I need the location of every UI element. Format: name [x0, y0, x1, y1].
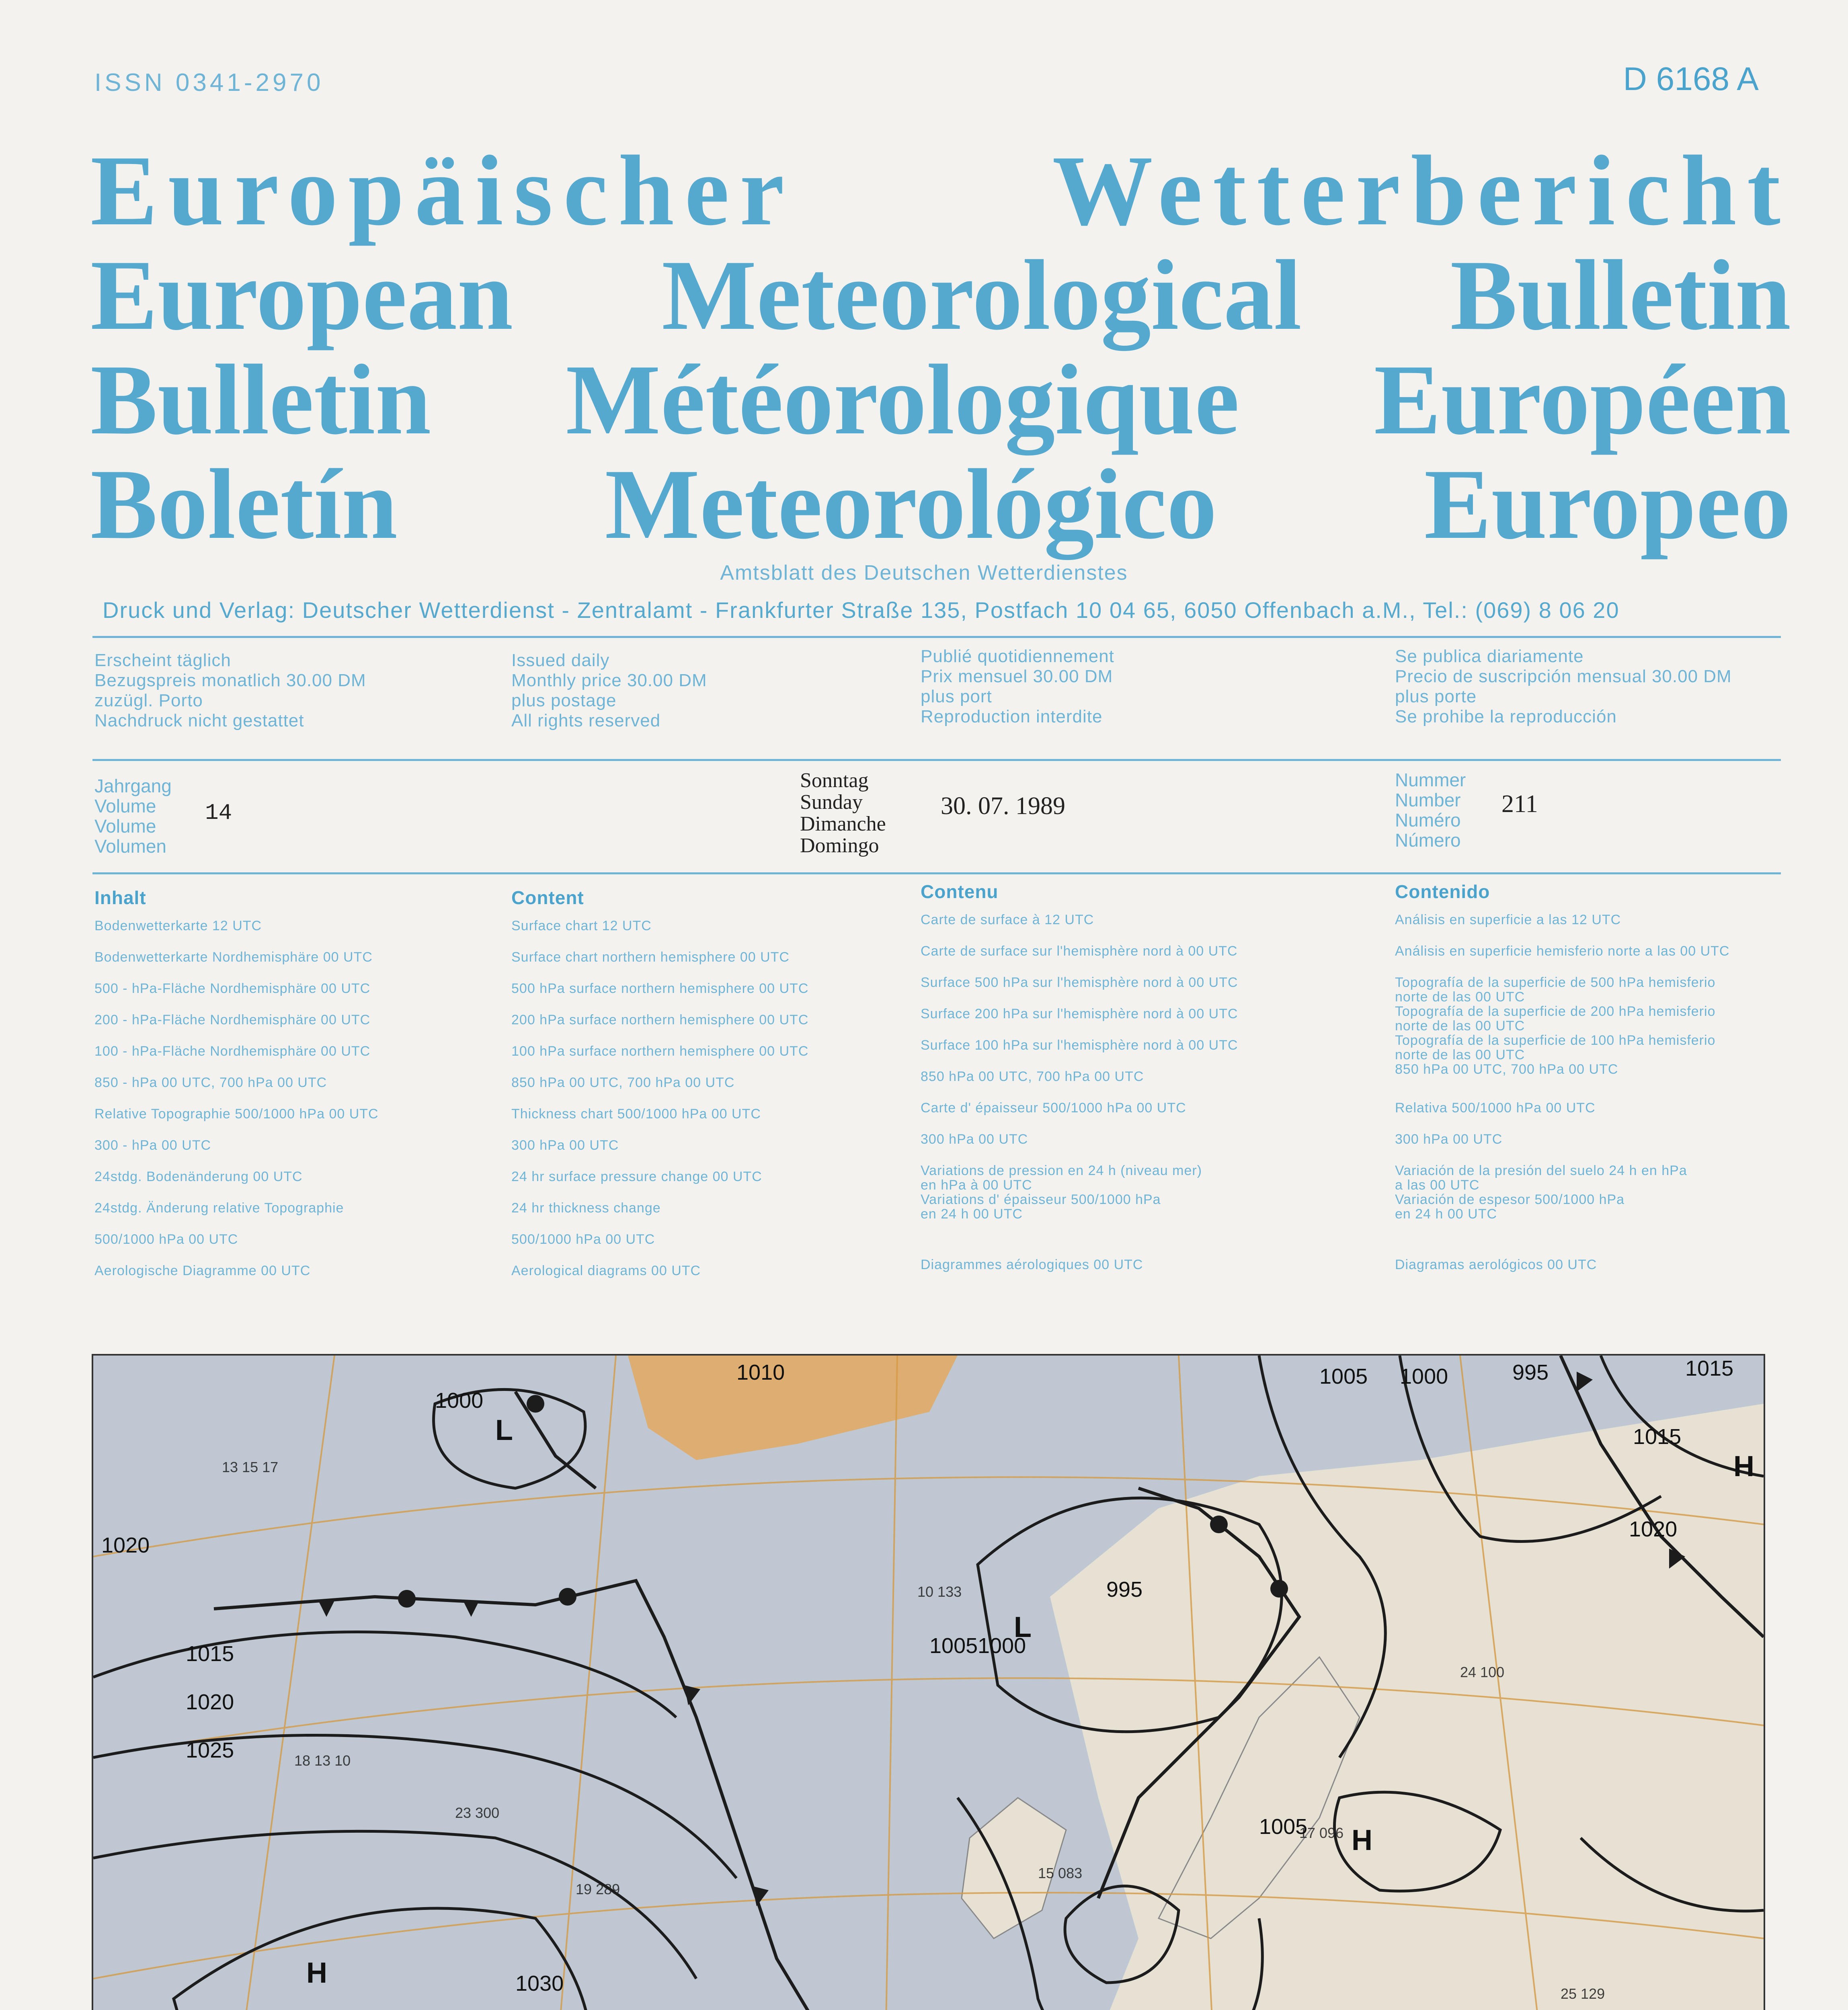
contents-heading: Contenu — [921, 881, 999, 902]
weekday-label: Sunday — [800, 791, 863, 814]
pub-line: Se publica diariamente — [1395, 646, 1584, 666]
contents-item: Carte de surface sur l'hemisphère nord à 00 UTC — [921, 943, 1238, 959]
number-label: Numéro — [1395, 810, 1461, 831]
isobar-value-label: 1000 — [1400, 1364, 1448, 1389]
contents-item: 500 hPa surface northern hemisphere 00 UTC — [511, 981, 809, 996]
pub-line: Precio de suscripción mensual 30.00 DM — [1395, 667, 1732, 686]
contents-item: 200 - hPa-Fläche Nordhemisphäre 00 UTC — [94, 1012, 371, 1028]
title-word: Europäischer — [90, 135, 795, 246]
contents-de — [94, 887, 379, 1295]
station-value: 13 15 17 — [222, 1459, 279, 1475]
volume-label: Volume — [94, 816, 156, 837]
number-label: Number — [1395, 790, 1461, 810]
contents-item: 500 - hPa-Fläche Nordhemisphäre 00 UTC — [94, 981, 371, 996]
contents-heading: Contenido — [1395, 881, 1490, 902]
contents-item: Carte d' épaisseur 500/1000 hPa 00 UTC — [921, 1100, 1186, 1116]
divider — [92, 636, 1781, 638]
contents-fr — [921, 881, 1238, 1289]
pub-line: Publié quotidiennement — [921, 646, 1114, 666]
pub-line: Prix mensuel 30.00 DM — [921, 667, 1113, 686]
title-word: Météorologique — [566, 344, 1239, 455]
title-word: Bulletin — [90, 344, 431, 455]
volume-label: Volumen — [94, 836, 167, 857]
station-value: 18 13 10 — [294, 1752, 351, 1769]
volume-label: Jahrgang — [94, 775, 172, 796]
divider — [92, 759, 1781, 761]
volume-labels — [94, 776, 172, 856]
high-pressure-center: H — [1352, 1824, 1372, 1856]
contents-item: Variations de pression en 24 h (niveau mer) en hPa à 00 UTC Variations d' épaisseur 500/1000 hPa en 24 h 00 UTC — [921, 1163, 1202, 1222]
contents-item: Surface chart northern hemisphere 00 UTC — [511, 950, 790, 965]
contents-item: Diagramas aerológicos 00 UTC — [1395, 1257, 1597, 1272]
warm-front-semicircle — [398, 1590, 416, 1608]
contents-item: Surface 500 hPa sur l'hemisphère nord à 00 UTC — [921, 975, 1238, 990]
weekday-labels — [800, 770, 886, 857]
title-word: Europeo — [1424, 449, 1791, 560]
publication-info-en — [511, 650, 707, 731]
warm-front-semicircle — [1210, 1516, 1228, 1533]
isobar-value-label: 995 — [1106, 1577, 1143, 1602]
isobar-value-label: 1000 — [435, 1389, 484, 1413]
divider — [92, 872, 1781, 874]
title-spanish — [90, 449, 1791, 560]
isobar-value-label: 1000 — [978, 1634, 1026, 1658]
contents-item: Thickness chart 500/1000 hPa 00 UTC — [511, 1106, 761, 1122]
high-pressure-center: H — [306, 1957, 327, 1989]
pub-line: All rights reserved — [511, 711, 661, 730]
contents-item: 200 hPa surface northern hemisphere 00 UTC — [511, 1012, 809, 1028]
publication-info-de — [94, 650, 366, 731]
isobar-value-label: 1020 — [1629, 1517, 1678, 1541]
low-pressure-center: L — [1014, 1611, 1032, 1643]
warm-front-semicircle — [559, 1588, 576, 1606]
contents-heading: Content — [511, 887, 584, 908]
title-french — [90, 344, 1791, 455]
isobar-value-label: 1020 — [101, 1533, 150, 1557]
station-value: 25 129 — [1561, 1985, 1605, 2002]
isobar-value-label: 1015 — [1633, 1425, 1682, 1449]
contents-item: 500/1000 hPa 00 UTC — [94, 1232, 238, 1247]
contents-en — [511, 887, 809, 1295]
contents-item: Variación de la presión del suelo 24 h en hPa a las 00 UTC Variación de espesor 500/1000 hPa en 24 h 00 UTC — [1395, 1163, 1687, 1222]
document-number: D 6168 A — [1623, 61, 1759, 97]
station-value: 17 096 — [1299, 1825, 1344, 1841]
contents-item: 24stdg. Bodenänderung 00 UTC — [94, 1169, 303, 1184]
station-value: 10 133 — [917, 1583, 962, 1600]
contents-item: 100 - hPa-Fläche Nordhemisphäre 00 UTC — [94, 1044, 371, 1059]
contents-item: Análisis en superficie a las 12 UTC — [1395, 912, 1621, 927]
weather-map-svg — [93, 1356, 1764, 2010]
contents-item: Topografía de la superficie de 500 hPa hemisferio norte de las 00 UTC Topografía de la superficie de 200 hPa hemisferio norte de las 00 UTC Topografía de la superficie de 100 hPa hemisferio norte de las 00 UTC 850 hPa 00 UTC, 700 hPa 00 UTC — [1395, 975, 1716, 1077]
title-english — [90, 240, 1791, 351]
number-label: Número — [1395, 830, 1461, 851]
isobar-value-label: 1025 — [186, 1738, 234, 1762]
pub-line: Issued daily — [511, 650, 610, 670]
volume-value: 14 — [205, 800, 232, 826]
contents-item: 100 hPa surface northern hemisphere 00 UTC — [511, 1044, 809, 1059]
station-value: 24 100 — [1460, 1664, 1505, 1680]
title-german — [90, 135, 1791, 246]
weekday-label: Dimanche — [800, 812, 886, 835]
warm-front-semicircle — [527, 1395, 544, 1413]
title-word: Bulletin — [1450, 240, 1791, 351]
contents-item: 24 hr surface pressure change 00 UTC — [511, 1169, 762, 1184]
title-word: European — [90, 240, 513, 351]
title-word: Meteorological — [661, 240, 1302, 351]
pub-line: Se prohibe la reproducción — [1395, 707, 1617, 726]
title-word: Wetterbericht — [1052, 135, 1791, 246]
publisher-line: Druck und Verlag: Deutscher Wetterdienst - Zentralamt - Frankfurter Straße 135, Postfach 10 04 65, 6050 Offenbach a.M., Tel.: (069) 8 06 20 — [103, 597, 1620, 623]
isobar-value-label: 1020 — [186, 1690, 234, 1714]
contents-item: Bodenwetterkarte Nordhemisphäre 00 UTC — [94, 950, 373, 965]
publication-info-es — [1395, 646, 1732, 727]
pub-line: Nachdruck nicht gestattet — [94, 711, 304, 730]
station-value: 15 083 — [1038, 1865, 1083, 1881]
contents-item: Diagrammes aérologiques 00 UTC — [921, 1257, 1143, 1272]
number-labels — [1395, 770, 1466, 850]
isobar-value-label: 1015 — [186, 1642, 234, 1666]
contents-item: Relative Topographie 500/1000 hPa 00 UTC — [94, 1106, 379, 1122]
contents-item: Surface 100 hPa sur l'hemisphère nord à 00 UTC — [921, 1038, 1238, 1053]
low-pressure-center: L — [495, 1414, 513, 1446]
pub-line: zuzügl. Porto — [94, 691, 203, 710]
isobar-value-label: 1005 — [929, 1634, 978, 1658]
title-word: Meteorológico — [605, 449, 1217, 560]
weekday-label: Sonntag — [800, 769, 869, 792]
contents-item: 24stdg. Änderung relative Topographie — [94, 1200, 344, 1216]
isobar-value-label: 1010 — [736, 1360, 785, 1384]
contents-item: 300 - hPa 00 UTC — [94, 1138, 211, 1153]
pub-line: Reproduction interdite — [921, 707, 1103, 726]
pub-line: Monthly price 30.00 DM — [511, 671, 707, 690]
official-gazette-line: Amtsblatt des Deutschen Wetterdienstes — [720, 561, 1128, 585]
issue-date: 30. 07. 1989 — [941, 792, 1065, 820]
contents-item: 300 hPa 00 UTC — [1395, 1132, 1503, 1147]
isobar-value-label: 1030 — [515, 1971, 564, 1996]
contents-item: Surface chart 12 UTC — [511, 918, 652, 933]
contents-item: 850 - hPa 00 UTC, 700 hPa 00 UTC — [94, 1075, 327, 1090]
contents-item: Carte de surface à 12 UTC — [921, 912, 1094, 927]
contents-item: Surface 200 hPa sur l'hemisphère nord à 00 UTC — [921, 1006, 1238, 1021]
pub-line: plus postage — [511, 691, 617, 710]
pub-line: plus porte — [1395, 687, 1477, 706]
isobar-value-label: 1015 — [1685, 1356, 1734, 1380]
pub-line: Bezugspreis monatlich 30.00 DM — [94, 671, 366, 690]
issn-label: ISSN 0341-2970 — [94, 69, 324, 96]
contents-heading: Inhalt — [94, 887, 146, 908]
station-value: 23 300 — [455, 1805, 500, 1821]
contents-item: 850 hPa 00 UTC, 700 hPa 00 UTC — [511, 1075, 735, 1090]
issue-number: 211 — [1501, 790, 1538, 818]
number-label: Nummer — [1395, 769, 1466, 790]
weekday-label: Domingo — [800, 834, 879, 857]
contents-item: 24 hr thickness change — [511, 1200, 661, 1216]
contents-item: Aerological diagrams 00 UTC — [511, 1263, 701, 1278]
contents-item: 850 hPa 00 UTC, 700 hPa 00 UTC — [921, 1069, 1144, 1084]
contents-item: Análisis en superficie hemisferio norte a las 00 UTC — [1395, 943, 1730, 959]
isobar-value-label: 995 — [1512, 1360, 1549, 1384]
station-value: 19 289 — [576, 1881, 620, 1897]
warm-front-semicircle — [1270, 1580, 1288, 1598]
contents-item: Aerologische Diagramme 00 UTC — [94, 1263, 311, 1278]
contents-item: 500/1000 hPa 00 UTC — [511, 1232, 655, 1247]
isobar-value-label: 1005 — [1319, 1364, 1368, 1389]
title-word: Européen — [1374, 344, 1791, 455]
publication-info-fr — [921, 646, 1114, 727]
contents-item: 300 hPa 00 UTC — [921, 1132, 1028, 1147]
surface-weather-map — [92, 1354, 1765, 2010]
volume-label: Volume — [94, 796, 156, 816]
contents-item: Relativa 500/1000 hPa 00 UTC — [1395, 1100, 1596, 1116]
isobar-value-label: 1005 — [1259, 1815, 1308, 1839]
pub-line: Erscheint täglich — [94, 650, 231, 670]
contents-es — [1395, 881, 1730, 1289]
contents-item: 300 hPa 00 UTC — [511, 1138, 619, 1153]
title-word: Boletín — [90, 449, 398, 560]
pub-line: plus port — [921, 687, 992, 706]
high-pressure-center: H — [1733, 1450, 1754, 1483]
contents-item: Bodenwetterkarte 12 UTC — [94, 918, 262, 933]
